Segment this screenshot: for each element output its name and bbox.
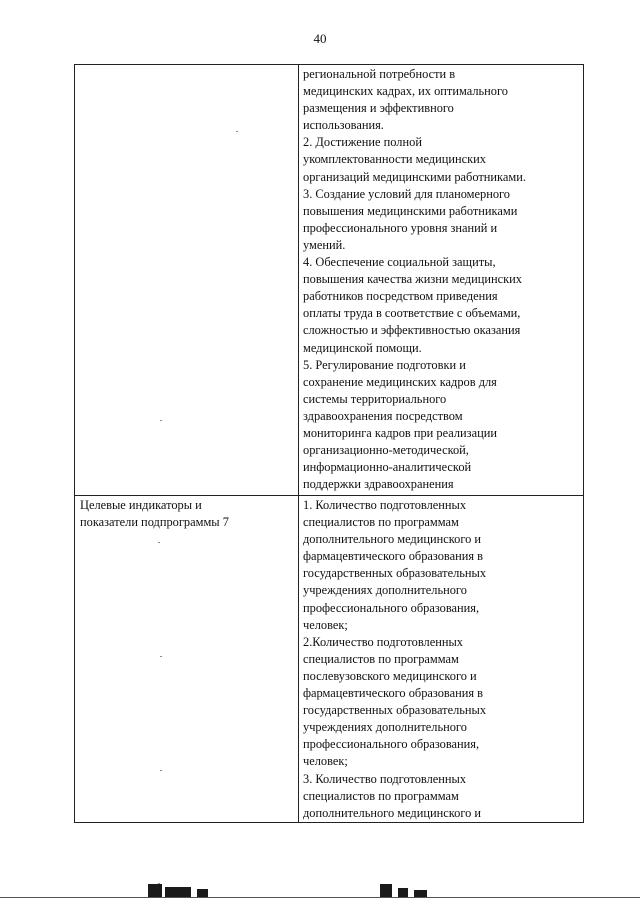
row-label-cell	[75, 65, 299, 496]
cell-text-line: государственных образовательных	[303, 566, 487, 581]
cell-text-line: 5. Регулирование подготовки и	[303, 357, 466, 372]
scan-speck	[160, 770, 162, 771]
scan-speck	[160, 420, 162, 421]
cell-text-line: повышения качества жизни медицинских	[303, 272, 522, 287]
scan-speck	[158, 542, 160, 543]
cell-text-line: государственных образовательных	[303, 703, 487, 718]
cell-text-line: дополнительного медицинского и	[303, 805, 482, 820]
cell-text-line: информационно-аналитической	[303, 460, 472, 475]
cell-text-line: 3. Создание условий для планомерного	[303, 186, 510, 201]
cell-text-line: сложностью и эффективностью оказания	[303, 323, 521, 338]
table-row-target-indicators	[75, 496, 584, 823]
cell-text-line: профессионального уровня знаний и	[303, 220, 498, 235]
row-content-cell	[299, 496, 584, 823]
cell-text-line: медицинских кадрах, их оптимального	[303, 84, 508, 99]
cell-text-line: поддержки здравоохранения	[303, 477, 454, 492]
scan-artifact-mark	[148, 884, 162, 898]
row-label-cell	[75, 496, 299, 823]
cell-text-line: специалистов по программам	[303, 788, 459, 803]
cell-text-line: человек;	[303, 754, 348, 769]
subprogram-table	[74, 64, 584, 823]
scan-artifact-mark	[380, 884, 392, 898]
cell-text-line: укомплектованности медицинских	[303, 152, 486, 167]
cell-text-line: работников посредством приведения	[303, 289, 498, 304]
cell-text-line: специалистов по программам	[303, 651, 459, 666]
cell-text-line: человек;	[303, 617, 348, 632]
cell-text-line: 2. Достижение полной	[303, 135, 422, 150]
scan-speck	[158, 883, 160, 884]
scan-speck	[160, 656, 162, 657]
cell-text-line: дополнительного медицинского и	[303, 532, 482, 547]
cell-text-line: 1. Количество подготовленных	[303, 498, 467, 512]
cell-text-line: региональной потребности в	[303, 67, 456, 81]
scan-artifact-line	[0, 897, 640, 898]
cell-text-line: Целевые индикаторы и	[80, 498, 202, 512]
cell-text-line: учреждениях дополнительного	[303, 583, 467, 598]
cell-text-line: профессионального образования,	[303, 737, 480, 752]
cell-text-line: специалистов по программам	[303, 515, 459, 530]
cell-text-line: 2.Количество подготовленных	[303, 634, 463, 649]
page-number: 40	[313, 31, 327, 46]
cell-text-line: оплаты труда в соответствие с объемами,	[303, 306, 521, 321]
cell-text-line: организаций медицинскими работниками.	[303, 169, 526, 184]
cell-text-line: умений.	[303, 237, 346, 252]
cell-text-line: показатели подпрограммы 7	[80, 515, 229, 530]
cell-text-line: мониторинга кадров при реализации	[303, 425, 497, 440]
cell-text-line: послевузовского медицинского и	[303, 668, 477, 683]
cell-text-line: 4. Обеспечение социальной защиты,	[303, 255, 496, 270]
cell-text-line: фармацевтического образования в	[303, 549, 484, 564]
row-content-cell	[299, 65, 584, 496]
cell-text-line: размещения и эффективного	[303, 101, 454, 116]
cell-text-line: здравоохранения посредством	[303, 408, 463, 423]
cell-text-line: системы территориального	[303, 391, 447, 406]
cell-text-line: сохранение медицинских кадров для	[303, 374, 497, 389]
cell-text-line: повышения медицинскими работниками	[303, 203, 518, 218]
cell-text-line: учреждениях дополнительного	[303, 720, 467, 735]
cell-text-line: медицинской помощи.	[303, 340, 422, 355]
cell-text-line: организационно-методической,	[303, 443, 469, 458]
cell-text-line: фармацевтического образования в	[303, 686, 484, 701]
table-row-goals-continued	[75, 65, 584, 496]
cell-text-line: использования.	[303, 118, 384, 133]
scan-speck	[236, 131, 238, 132]
cell-text-line: профессионального образования,	[303, 600, 480, 615]
cell-text-line: 3. Количество подготовленных	[303, 771, 467, 786]
